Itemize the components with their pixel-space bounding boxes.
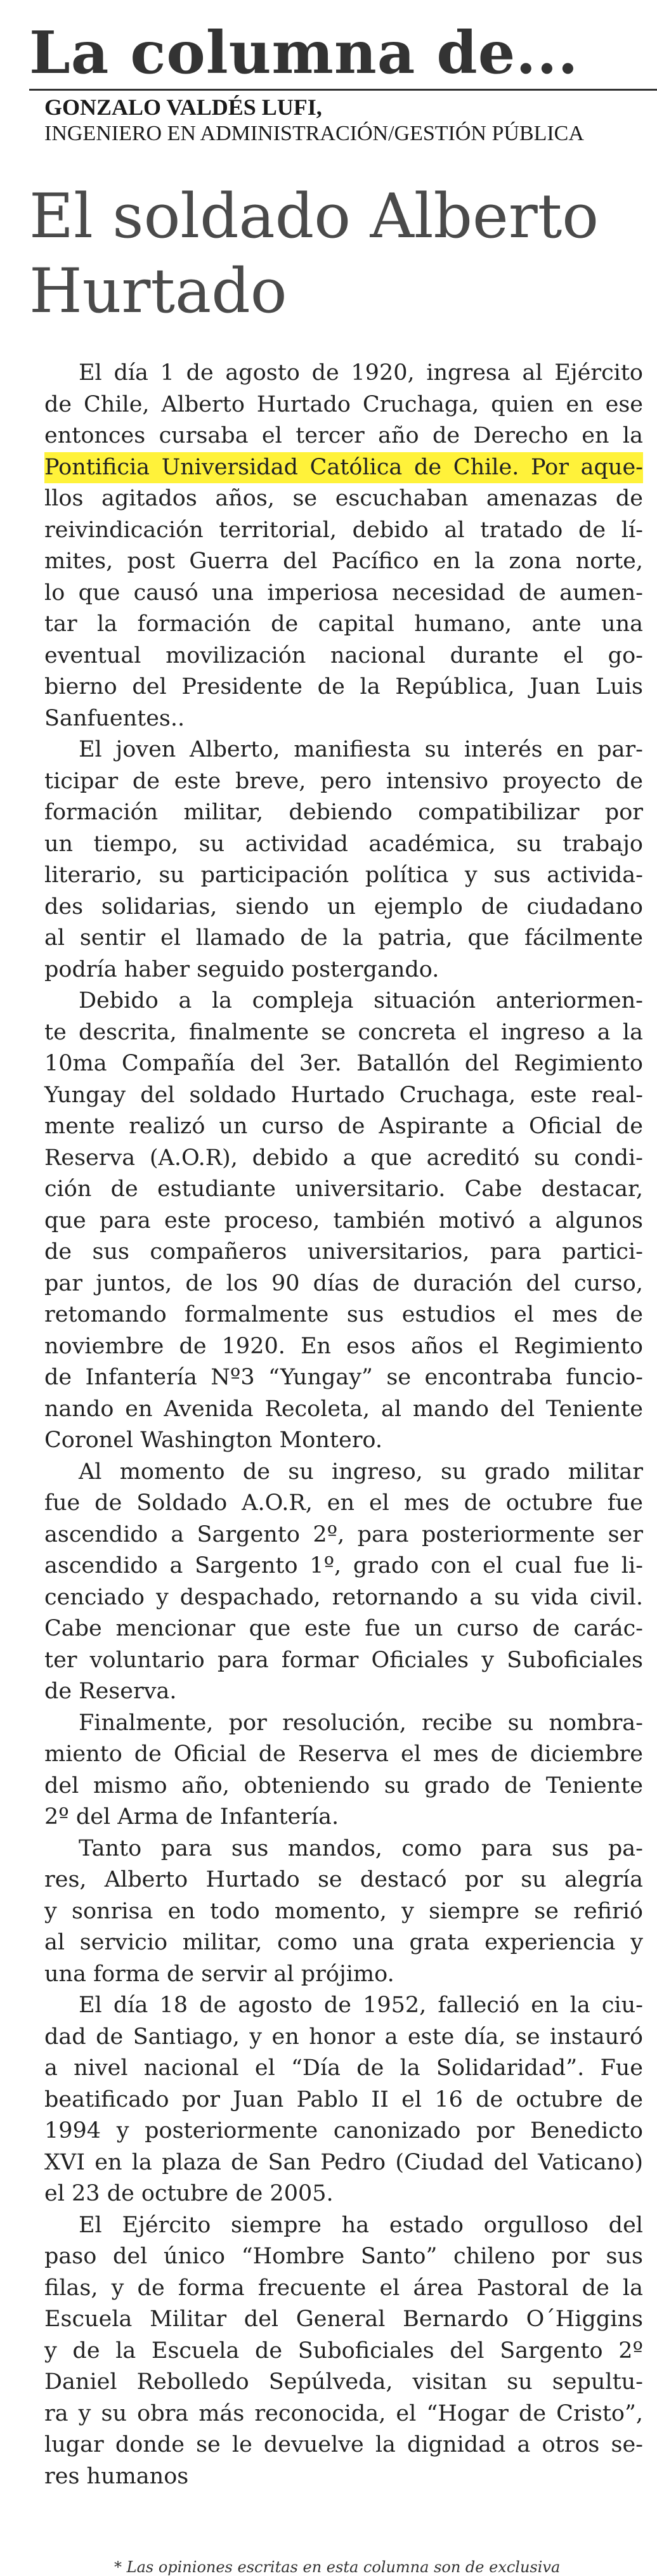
headline-line-2: Hurtado [29, 256, 287, 327]
article-line: te descrita, finalmente se concreta el ingreso a la [44, 1019, 643, 1045]
article-line: El joven Alberto, manifiesta su interés en par- [79, 737, 643, 762]
author-role: INGENIERO EN ADMINISTRACIÓN/GESTIÓN PÚBLICA [44, 122, 584, 145]
article-line: El día 18 de agosto de 1952, falleció en la ciu- [79, 1993, 643, 2018]
article-line: retomando formalmente sus estudios el mes de [44, 1302, 643, 1327]
article-line: des solidarias, siendo un ejemplo de ciudadano [44, 894, 643, 920]
article-body [44, 358, 643, 2492]
article-line: formación militar, debiendo compatibilizar por [44, 800, 643, 825]
article-line: 10ma Compañía del 3er. Batallón del Regimiento [44, 1051, 643, 1076]
article-line: entonces cursaba el tercer año de Derecho en la [44, 423, 643, 448]
article-line: dad de Santiago, y en honor a este día, se instauró [44, 2024, 643, 2050]
article-line: res, Alberto Hurtado se destacó por su alegría [44, 1867, 643, 1892]
article-line: lo que causó una imperiosa necesidad de aumen- [44, 580, 643, 606]
article-line: tar la formación de capital humano, ante una [44, 611, 643, 637]
article-line: de Chile, Alberto Hurtado Cruchaga, quien en ese [44, 391, 643, 417]
article-line: lugar donde se le devuelve la dignidad a otros se- [44, 2432, 643, 2457]
article-line: Debido a la compleja situación anteriormen- [79, 988, 643, 1013]
article-line: cenciado y despachado, retornando a su vida civil. [44, 1584, 643, 1610]
article-line: que para este proceso, también motivó a algunos [44, 1207, 643, 1233]
article-line: filas, y de forma frecuente el área Pastoral de la [44, 2275, 643, 2301]
article-line: Finalmente, por resolución, recibe su nombra- [79, 1710, 643, 1736]
article-line: al sentir el llamado de la patria, que fácilmente [44, 925, 643, 951]
article-line: Reserva (A.O.R), debido a que acreditó su condi- [44, 1145, 643, 1171]
article-line: ascendido a Sargento 2º, para posteriormente ser [44, 1521, 643, 1547]
article-line: paso del único “Hombre Santo” chileno por sus [44, 2244, 643, 2269]
article-line: reivindicación territorial, debido al tratado de lí- [44, 517, 643, 543]
article-line: podría haber seguido postergando. [44, 956, 439, 982]
article-line: a nivel nacional el “Día de la Solidaridad”. Fue [44, 2055, 643, 2081]
article-line: Tanto para sus mandos, como para sus pa- [79, 1835, 643, 1861]
article-line: ticipar de este breve, pero intensivo proyecto de [44, 768, 643, 794]
article-line: y sonrisa en todo momento, y siempre se refirió [44, 1898, 643, 1924]
article-line: del mismo año, obteniendo su grado de Teniente [44, 1773, 643, 1799]
article-line: ter voluntario para formar Oficiales y Suboficiales [44, 1647, 643, 1673]
article-line: ción de estudiante universitario. Cabe destacar, [44, 1176, 643, 1202]
article-line: un tiempo, su actividad académica, su trabajo [44, 831, 643, 857]
article-line: Escuela Militar del General Bernardo O´Higgins [44, 2306, 643, 2332]
article-line: Sanfuentes.. [44, 705, 185, 731]
headline-line-1: El soldado Alberto [29, 181, 599, 252]
article-line: de sus compañeros universitarios, para partici- [44, 1239, 643, 1265]
article-line: ascendido a Sargento 1º, grado con el cual fue li- [44, 1553, 643, 1578]
article-line: mites, post Guerra del Pacífico en la zona norte, [44, 549, 643, 574]
article-line: beatificado por Juan Pablo II el 16 de octubre de [44, 2086, 643, 2112]
article-line: El día 1 de agosto de 1920, ingresa al Ejército [79, 360, 643, 386]
column-title: La columna de... [29, 18, 579, 87]
article-headline [29, 179, 638, 329]
article-line: de Reserva. [44, 1679, 177, 1704]
article-line: res humanos [44, 2463, 189, 2489]
article-line: y de la Escuela de Suboficiales del Sargento 2º [44, 2338, 643, 2364]
article-line: mente realizó un curso de Aspirante a Oficial de [44, 1114, 643, 1139]
article-line: literario, su participación política y sus activida- [44, 862, 643, 888]
footer-note: * Las opiniones escritas en esta columna son de exclusiva [114, 2558, 561, 2576]
article-line: Cabe mencionar que este fue un curso de carác- [44, 1616, 643, 1641]
article-line: XVI en la plaza de San Pedro (Ciudad del Vaticano) [44, 2149, 643, 2175]
article-line: miento de Oficial de Reserva el mes de diciembre [44, 1741, 643, 1767]
article-line: fue de Soldado A.O.R, en el mes de octubre fue [44, 1490, 643, 1516]
article-line: noviembre de 1920. En esos años el Regimiento [44, 1333, 643, 1359]
article-line: ra y su obra más reconocida, el “Hogar de Cristo”, [44, 2400, 643, 2426]
article-line: el 23 de octubre de 2005. [44, 2181, 334, 2206]
title-rule [29, 89, 657, 91]
article-line: Coronel Washington Montero. [44, 1428, 383, 1453]
article-line: 1994 y posteriormente canonizado por Benedicto [44, 2118, 643, 2143]
article-line: una forma de servir al prójimo. [44, 1961, 394, 1987]
article-line: par juntos, de los 90 días de duración del curso, [44, 1270, 643, 1296]
article-line: El Ejército siempre ha estado orgulloso del [79, 2212, 643, 2238]
article-line: 2º del Arma de Infantería. [44, 1804, 339, 1830]
article-line: Al momento de su ingreso, su grado militar [79, 1459, 643, 1485]
highlighted-line: Pontificia Universidad Católica de Chile. Por aque- [44, 452, 643, 484]
article-line: eventual movilización nacional durante el go- [44, 642, 643, 668]
article-line: nando en Avenida Recoleta, al mando del Teniente [44, 1396, 643, 1422]
article-line: Daniel Rebolledo Sepúlveda, visitan su sepultu- [44, 2369, 643, 2395]
article-line: llos agitados años, se escuchaban amenazas de [44, 486, 643, 511]
article-line: Yungay del soldado Hurtado Cruchaga, este real- [44, 1082, 643, 1108]
article-line: al servicio militar, como una grata experiencia y [44, 1930, 643, 1955]
author-name: GONZALO VALDÉS LUFI, [44, 94, 322, 120]
article-line: de Infantería Nº3 “Yungay” se encontraba funcio- [44, 1365, 643, 1390]
article-line: bierno del Presidente de la República, Juan Luis [44, 674, 643, 699]
